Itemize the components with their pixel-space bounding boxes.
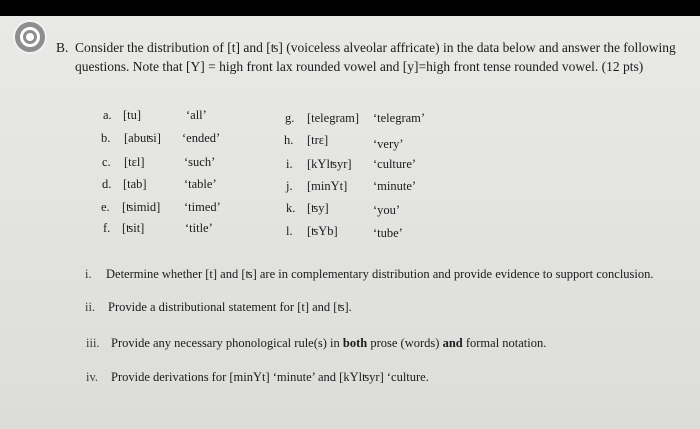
data-ipa: [tɛl] [124, 155, 145, 169]
data-gloss: ‘telegram’ [373, 111, 426, 125]
data-gloss: ‘you’ [373, 203, 401, 217]
data-ipa: [abuʦi] [124, 131, 161, 145]
emphasis-and: and [442, 336, 463, 350]
data-letter: d. [102, 177, 112, 191]
data-ipa: [ʦimid] [122, 200, 161, 214]
question-text-line1: Consider the distribution of [t] and [ʦ] (voiceless alveolar affricate) in the data below and answer the following [75, 40, 676, 55]
sub-question-number: i. [85, 267, 92, 281]
question-letter: B. [56, 40, 69, 55]
data-letter: g. [285, 111, 295, 125]
data-ipa: [tab] [123, 177, 147, 191]
sub-question-number: iv. [86, 370, 99, 384]
data-gloss: ‘tube’ [373, 226, 403, 240]
data-ipa: [ʦit] [122, 221, 145, 235]
sub-question-number: iii. [86, 336, 100, 350]
data-ipa: [trɛ] [307, 133, 329, 147]
data-letter: h. [284, 133, 294, 147]
data-ipa: [tu] [123, 108, 142, 122]
data-letter: f. [103, 221, 111, 235]
data-letter: k. [286, 201, 296, 215]
data-ipa: [ʦYb] [307, 224, 338, 238]
data-ipa: [minYt] [307, 179, 348, 193]
data-letter: l. [286, 224, 293, 238]
data-letter: e. [101, 200, 110, 214]
data-letter: i. [286, 157, 293, 171]
emphasis-both: both [342, 336, 368, 350]
data-gloss: ‘ended’ [182, 131, 221, 145]
data-gloss: ‘timed’ [184, 200, 221, 214]
data-gloss: ‘culture’ [373, 157, 417, 171]
text-part: prose (words) [367, 336, 443, 350]
sub-question-text [111, 335, 546, 351]
sub-question-number: ii. [85, 300, 96, 314]
camera-icon[interactable] [13, 20, 47, 54]
data-letter: a. [103, 108, 112, 122]
data-gloss: ‘very’ [373, 137, 404, 151]
data-letter: j. [286, 179, 293, 193]
data-ipa: [kYlʦyr] [307, 157, 352, 171]
text-part: formal notation. [462, 336, 547, 350]
data-gloss: ‘such’ [184, 155, 216, 169]
data-letter: b. [101, 131, 111, 145]
text-part: Provide any necessary phonological rule(s) in [111, 336, 343, 350]
data-ipa: [ʦy] [307, 201, 329, 215]
data-ipa: [telegram] [307, 111, 360, 125]
sub-question-text: Provide derivations for [minYt] ‘minute’ and [kYlʦyr] ‘culture. [111, 370, 429, 384]
question-text-line2: questions. Note that [Y] = high front lax rounded vowel and [y]=high front tense rounded vowel. (12 pts) [75, 59, 644, 74]
data-gloss: ‘all’ [186, 108, 207, 122]
data-gloss: ‘table’ [184, 177, 217, 191]
sub-question-text: Determine whether [t] and [ʦ] are in complementary distribution and provide evidence to support conclusion. [106, 267, 654, 281]
sub-question-text: Provide a distributional statement for [t] and [ʦ]. [108, 300, 352, 314]
data-gloss: ‘title’ [185, 221, 213, 235]
data-letter: c. [102, 155, 111, 169]
data-gloss: ‘minute’ [373, 179, 417, 193]
